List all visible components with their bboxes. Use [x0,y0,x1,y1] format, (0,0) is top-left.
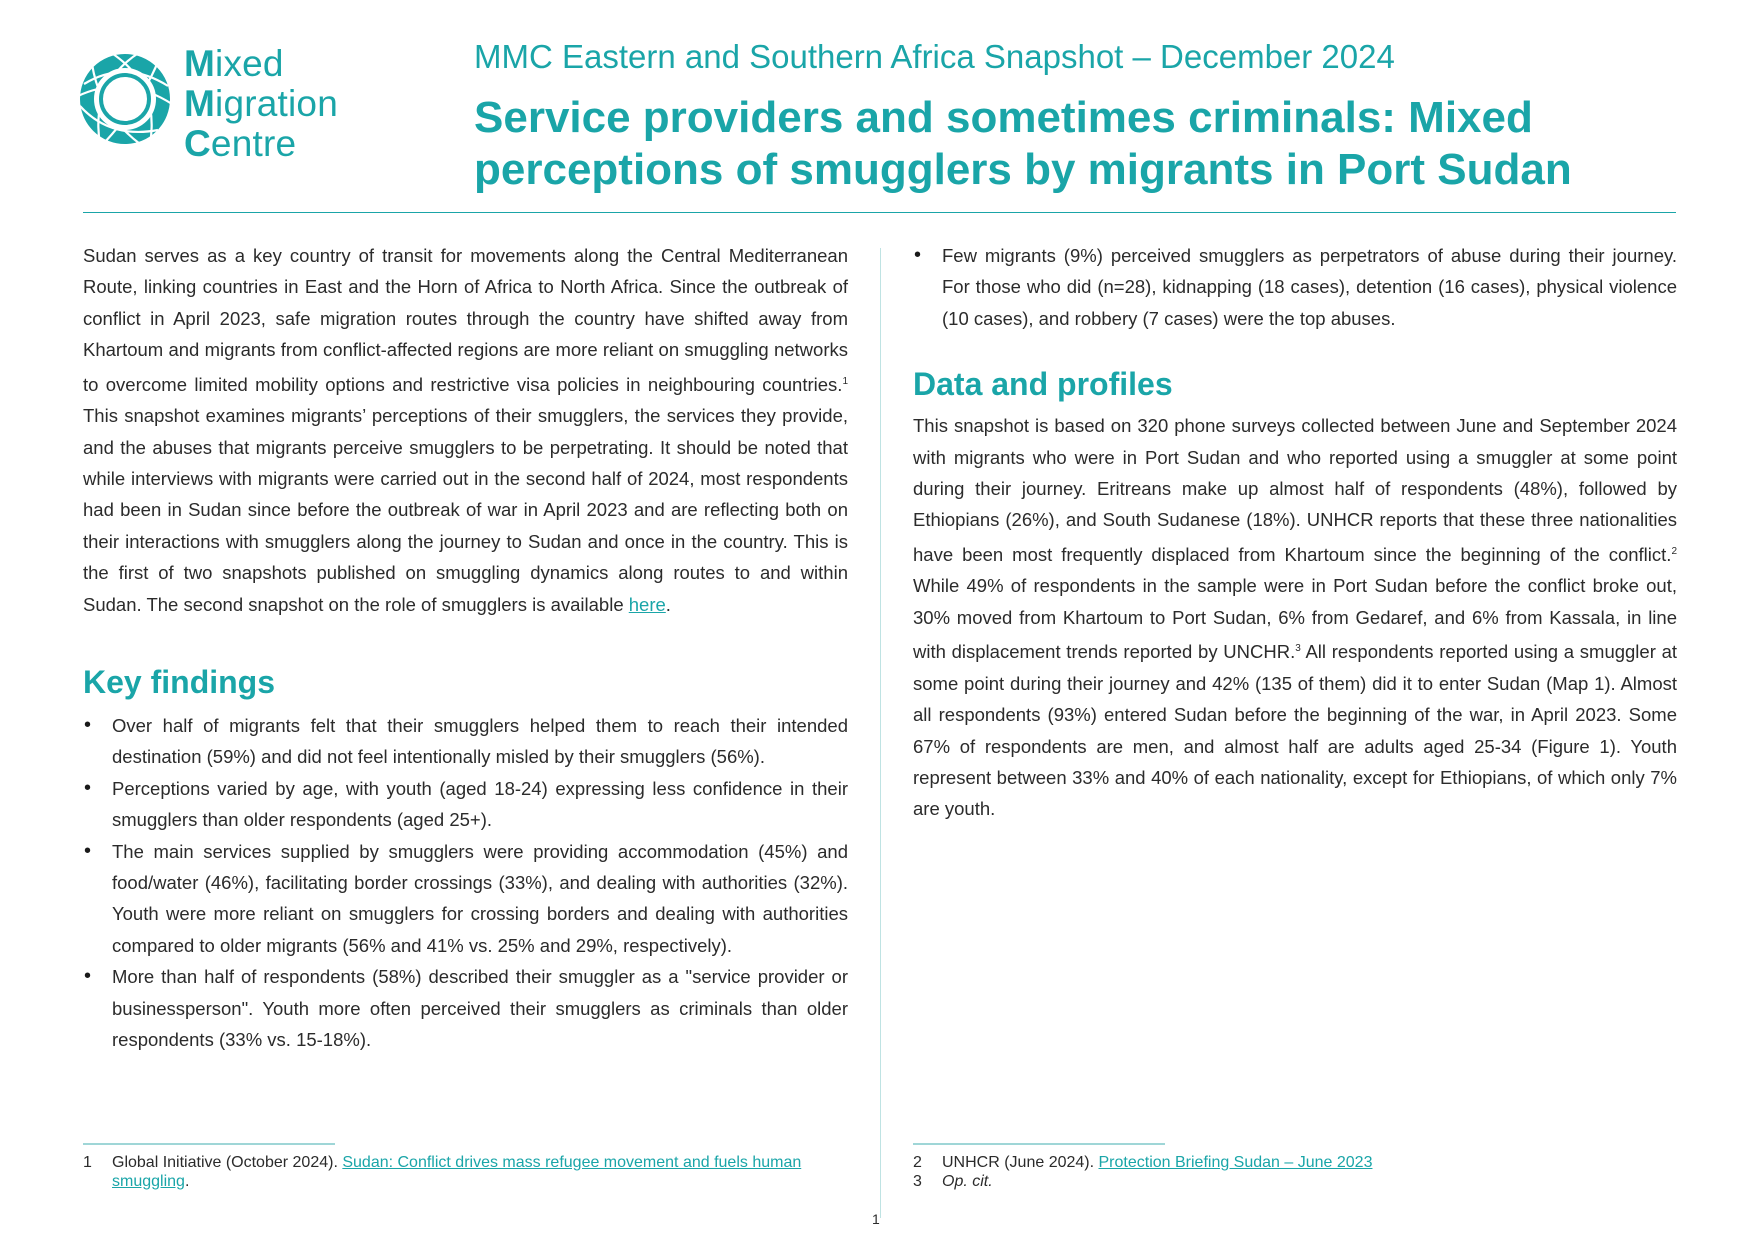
footnote-ref-1[interactable]: 1 [842,375,848,387]
list-item: • The main services supplied by smugglers were providing accommodation (45%) and food/water (46%), facilitating border crossings (33%), and dealing with authorities (32%). Youth were more reliant on smugglers for crossing borders and dealing with authorities compared to older migrants (56% and 41% vs. 25% and 29%, respectively). [83,836,848,962]
footnote-3: 3 Op. cit. [913,1173,993,1190]
footnotes-right [913,1153,1677,1191]
key-findings-list [83,710,848,1055]
right-column [913,240,1677,825]
footnote-ref-2[interactable]: 2 [1671,545,1677,557]
mmc-logo [70,44,370,164]
footnote-2-link[interactable]: Protection Briefing Sudan – June 2023 [1098,1154,1373,1171]
list-item: • Over half of migrants felt that their smugglers helped them to reach their intended destination (59%) and did not feel intentionally misled by their smugglers (56%). [83,710,848,773]
key-findings-heading: Key findings [83,664,276,701]
page-title: Service providers and sometimes criminals: Mixed perceptions of smugglers by migrants in Port Sudan [474,93,1572,194]
data-profiles-paragraph: This snapshot is based on 320 phone surveys collected between June and September 2024 with migrants who were in Port Sudan and who reported using a smuggler at some point during their journey. Eritreans make up almost half of respondents (48%), followed by Ethiopians (26%), and South Sudanese (18%). UNHCR reports that these three nationalities have been most frequently displaced from Khartoum since the beginning of the conflict.$^2$ While 49% of respondents in the sample were in Port Sudan before the conflict broke out, 30% moved from Khartoum to Port Sudan, 6% from Gedaref, and 6% from Kassala, in line with displacement trends reported by UNCHR.$^3$ All respondents reported using a smuggler at some point during their journey and 42% (135 of them) did it to enter Sudan (Map 1). Almost all respondents (93%) entered Sudan before the beginning of the war, in April 2023. Some 67% of respondents are men, and almost half are adults aged 25-34 (Figure 1). Youth represent between 33% and 40% of each nationality, except for Ethiopians, of which only 7% are youth. [913,415,1677,820]
footnote-1-link[interactable]: Sudan: Conflict drives mass refugee movement and fuels human smuggling [112,1154,802,1190]
footnote-divider-right [913,1143,1165,1145]
left-column [83,240,848,1056]
key-findings-list-continued [913,240,1677,334]
list-item: • More than half of respondents (58%) described their smuggler as a "service provider or businessperson". Youth more often perceived their smugglers as criminals than older respondents (33% vs. 15-18%). [83,961,848,1055]
mmc-logo-icon [70,44,180,154]
data-profiles-heading: Data and profiles [913,366,1173,403]
series-title: MMC Eastern and Southern Africa Snapshot – December 2024 [474,38,1395,75]
logo-wordmark: Mixed Migration Centre [184,43,338,164]
page-number: 1 [872,1211,880,1227]
footnote-1: 1 Global Initiative (October 2024). Sudan: Conflict drives mass refugee movement and fuels human smuggling. [83,1154,802,1190]
column-divider [880,248,881,1218]
footnote-divider-left [83,1143,335,1145]
header-divider [83,212,1676,213]
here-link[interactable]: here [628,593,666,615]
footnotes-left [83,1153,848,1191]
footnote-ref-3[interactable]: 3 [1295,643,1301,655]
list-item: • Few migrants (9%) perceived smugglers as perpetrators of abuse during their journey. For those who did (n=28), kidnapping (18 cases), detention (16 cases), physical violence (10 cases), and robbery (7 cases) were the top abuses. [913,240,1677,334]
list-item: • Perceptions varied by age, with youth (aged 18-24) expressing less confidence in their smugglers than older respondents (aged 25+). [83,773,848,836]
intro-paragraph: Sudan serves as a key country of transit for movements along the Central Mediterranean Route, linking countries in East and the Horn of Africa to North Africa. Since the outbreak of conflict in April 2023, safe migration routes through the country have shifted away from Khartoum and migrants from conflict-affected regions are more reliant on smuggling networks to overcome limited mobility options and restrictive visa policies in neighbouring countries.$^1$ This snapshot examines migrants’ perceptions of their smugglers, the services they provide, and the abuses that migrants perceive smugglers to be perpetrating. It should be noted that while interviews with migrants were carried out in the second half of 2024, most respondents had been in Sudan since before the outbreak of war in April 2023 and are reflecting both on their interactions with smugglers along the journey to Sudan and once in the country. This is the first of two snapshots published on smuggling dynamics along routes to and within Sudan. The second snapshot on the role of smugglers is available here. [83,245,848,615]
footnote-2: 2 UNHCR (June 2024). Protection Briefing Sudan – June 2023 [913,1154,1373,1171]
